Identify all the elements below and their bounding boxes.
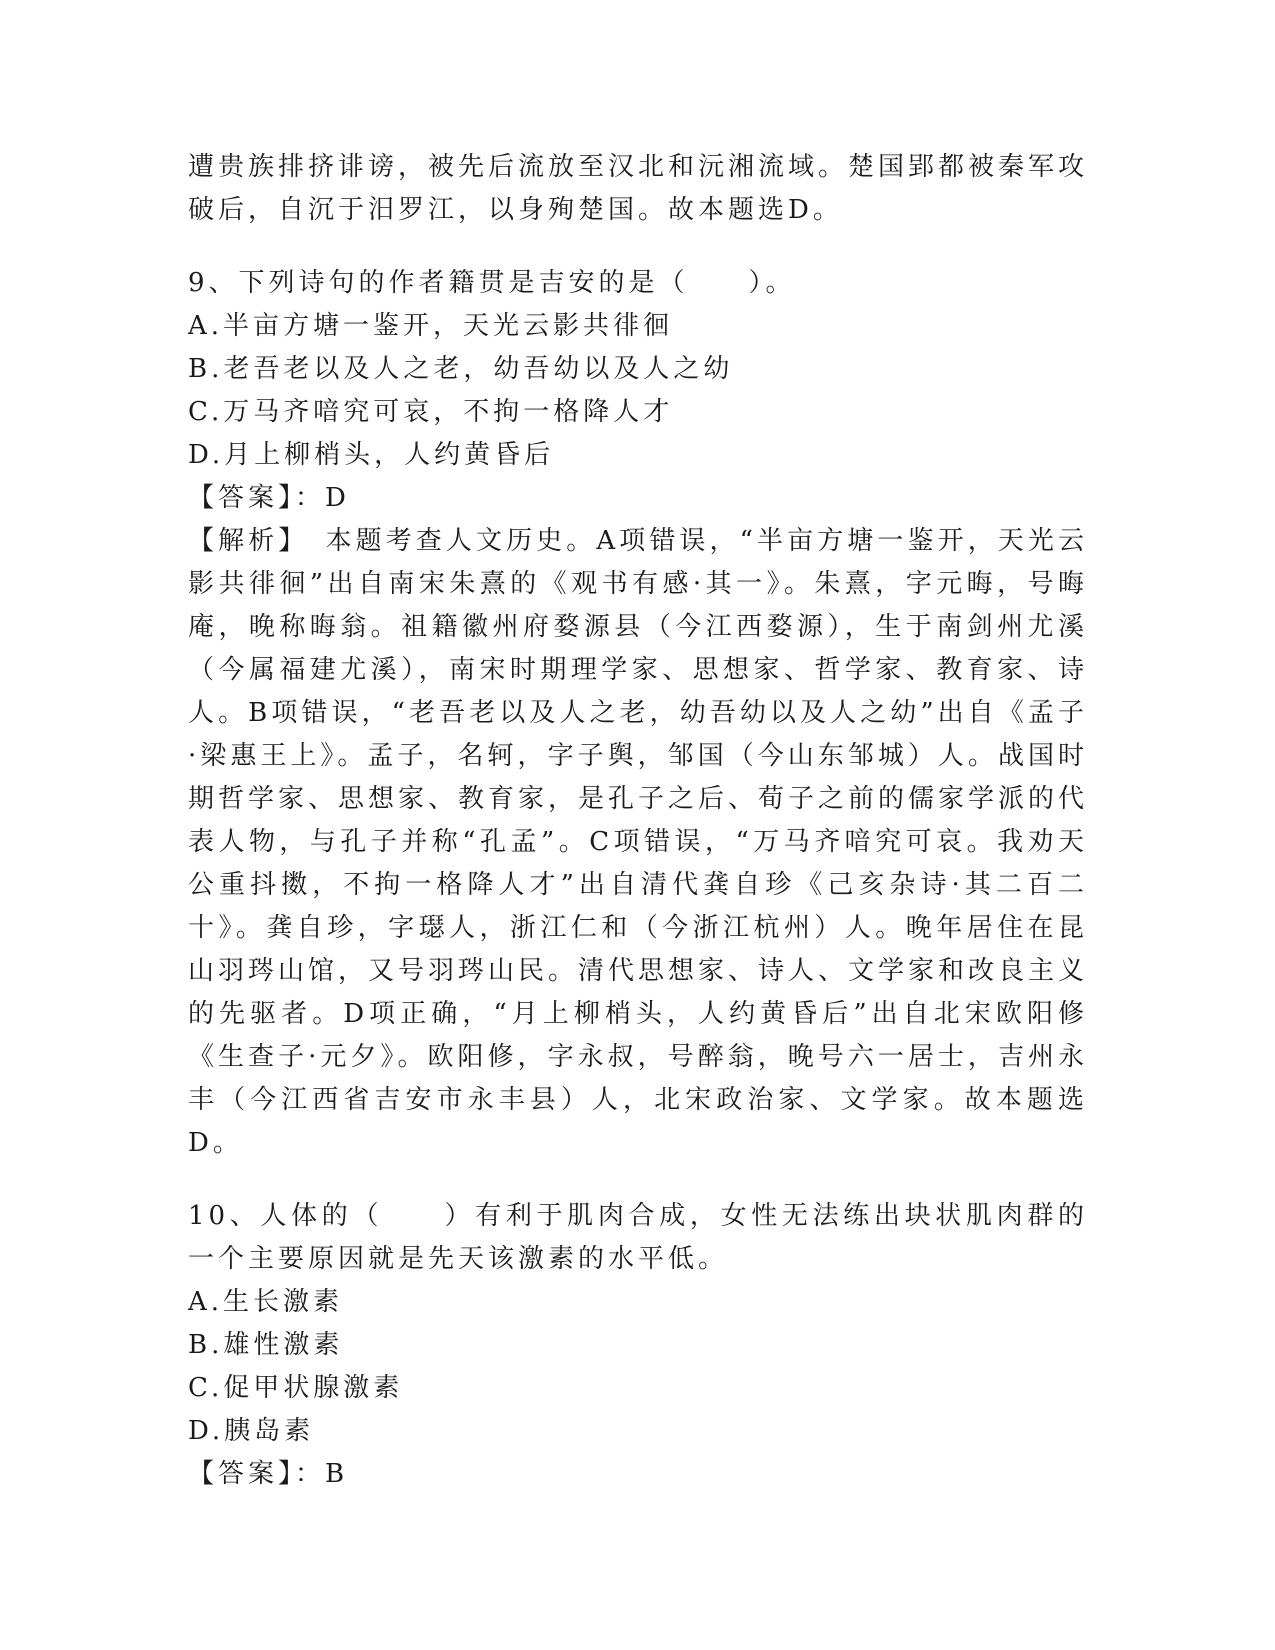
- question-10: [188, 1195, 1088, 1496]
- question-9-answer: 【答案】：D: [188, 483, 350, 513]
- question-10-answer: 【答案】：B: [188, 1459, 349, 1489]
- document-page: [188, 146, 1088, 1496]
- question-9: [188, 262, 1088, 1165]
- question-9-option-b: B.老吾老以及人之老，幼吾幼以及人之幼: [188, 354, 734, 384]
- question-9-stem: 9、下列诗句的作者籍贯是吉安的是（ ）。: [188, 268, 796, 298]
- question-9-analysis: 【解析】 本题考查人文历史。A项错误，“半亩方塘一鉴开，天光云影共徘徊”出自南宋朱熹的《观书有感·其一》。朱熹，字元晦，号晦庵，晚称晦翁。祖籍徽州府婺源县（今江西婺源），生于南剑州尤溪（今属福建尤溪），南宋时期理学家、思想家、哲学家、教育家、诗人。B项错误，“老吾老以及人之老，幼吾幼以及人之幼”出自《孟子·梁惠王上》。孟子，名轲，字子舆，邹国（今山东邹城）人。战国时期哲学家、思想家、教育家，是孔子之后、荀子之前的儒家学派的代表人物，与孔子并称“孔孟”。C项错误，“万马齐喑究可哀。我劝天公重抖擞，不拘一格降人才”出自清代龚自珍《己亥杂诗·其二百二十》。龚自珍，字璱人，浙江仁和（今浙江杭州）人。晚年居住在昆山羽琌山馆，又号羽琌山民。清代思想家、诗人、文学家和改良主义的先驱者。D项正确，“月上柳梢头，人约黄昏后”出自北宋欧阳修《生查子·元夕》。欧阳修，字永叔，号醉翁，晚号六一居士，吉州永丰（今江西省吉安市永丰县）人，北宋政治家、文学家。故本题选D。: [188, 526, 1089, 1158]
- question-9-option-c: C.万马齐喑究可哀，不拘一格降人才: [188, 397, 674, 427]
- question-10-option-c: C.促甲状腺激素: [188, 1373, 404, 1403]
- question-10-option-a: A.生长激素: [188, 1287, 344, 1317]
- spacer: [188, 1165, 1088, 1195]
- question-10-stem: 10、人体的（ ）有利于肌肉合成，女性无法练出块状肌肉群的一个主要原因就是先天该激素的水平低。: [188, 1201, 1088, 1274]
- question-10-option-d: D.胰岛素: [188, 1416, 315, 1446]
- previous-analysis-tail: 遭贵族排挤诽谤，被先后流放至汉北和沅湘流域。楚国郢都被秦军攻破后，自沉于汨罗江，以身殉楚国。故本题选D。: [188, 152, 1089, 225]
- question-10-option-b: B.雄性激素: [188, 1330, 344, 1360]
- spacer: [188, 232, 1088, 262]
- question-9-option-d: D.月上柳梢头，人约黄昏后: [188, 440, 555, 470]
- question-9-option-a: A.半亩方塘一鉴开，天光云影共徘徊: [188, 311, 674, 341]
